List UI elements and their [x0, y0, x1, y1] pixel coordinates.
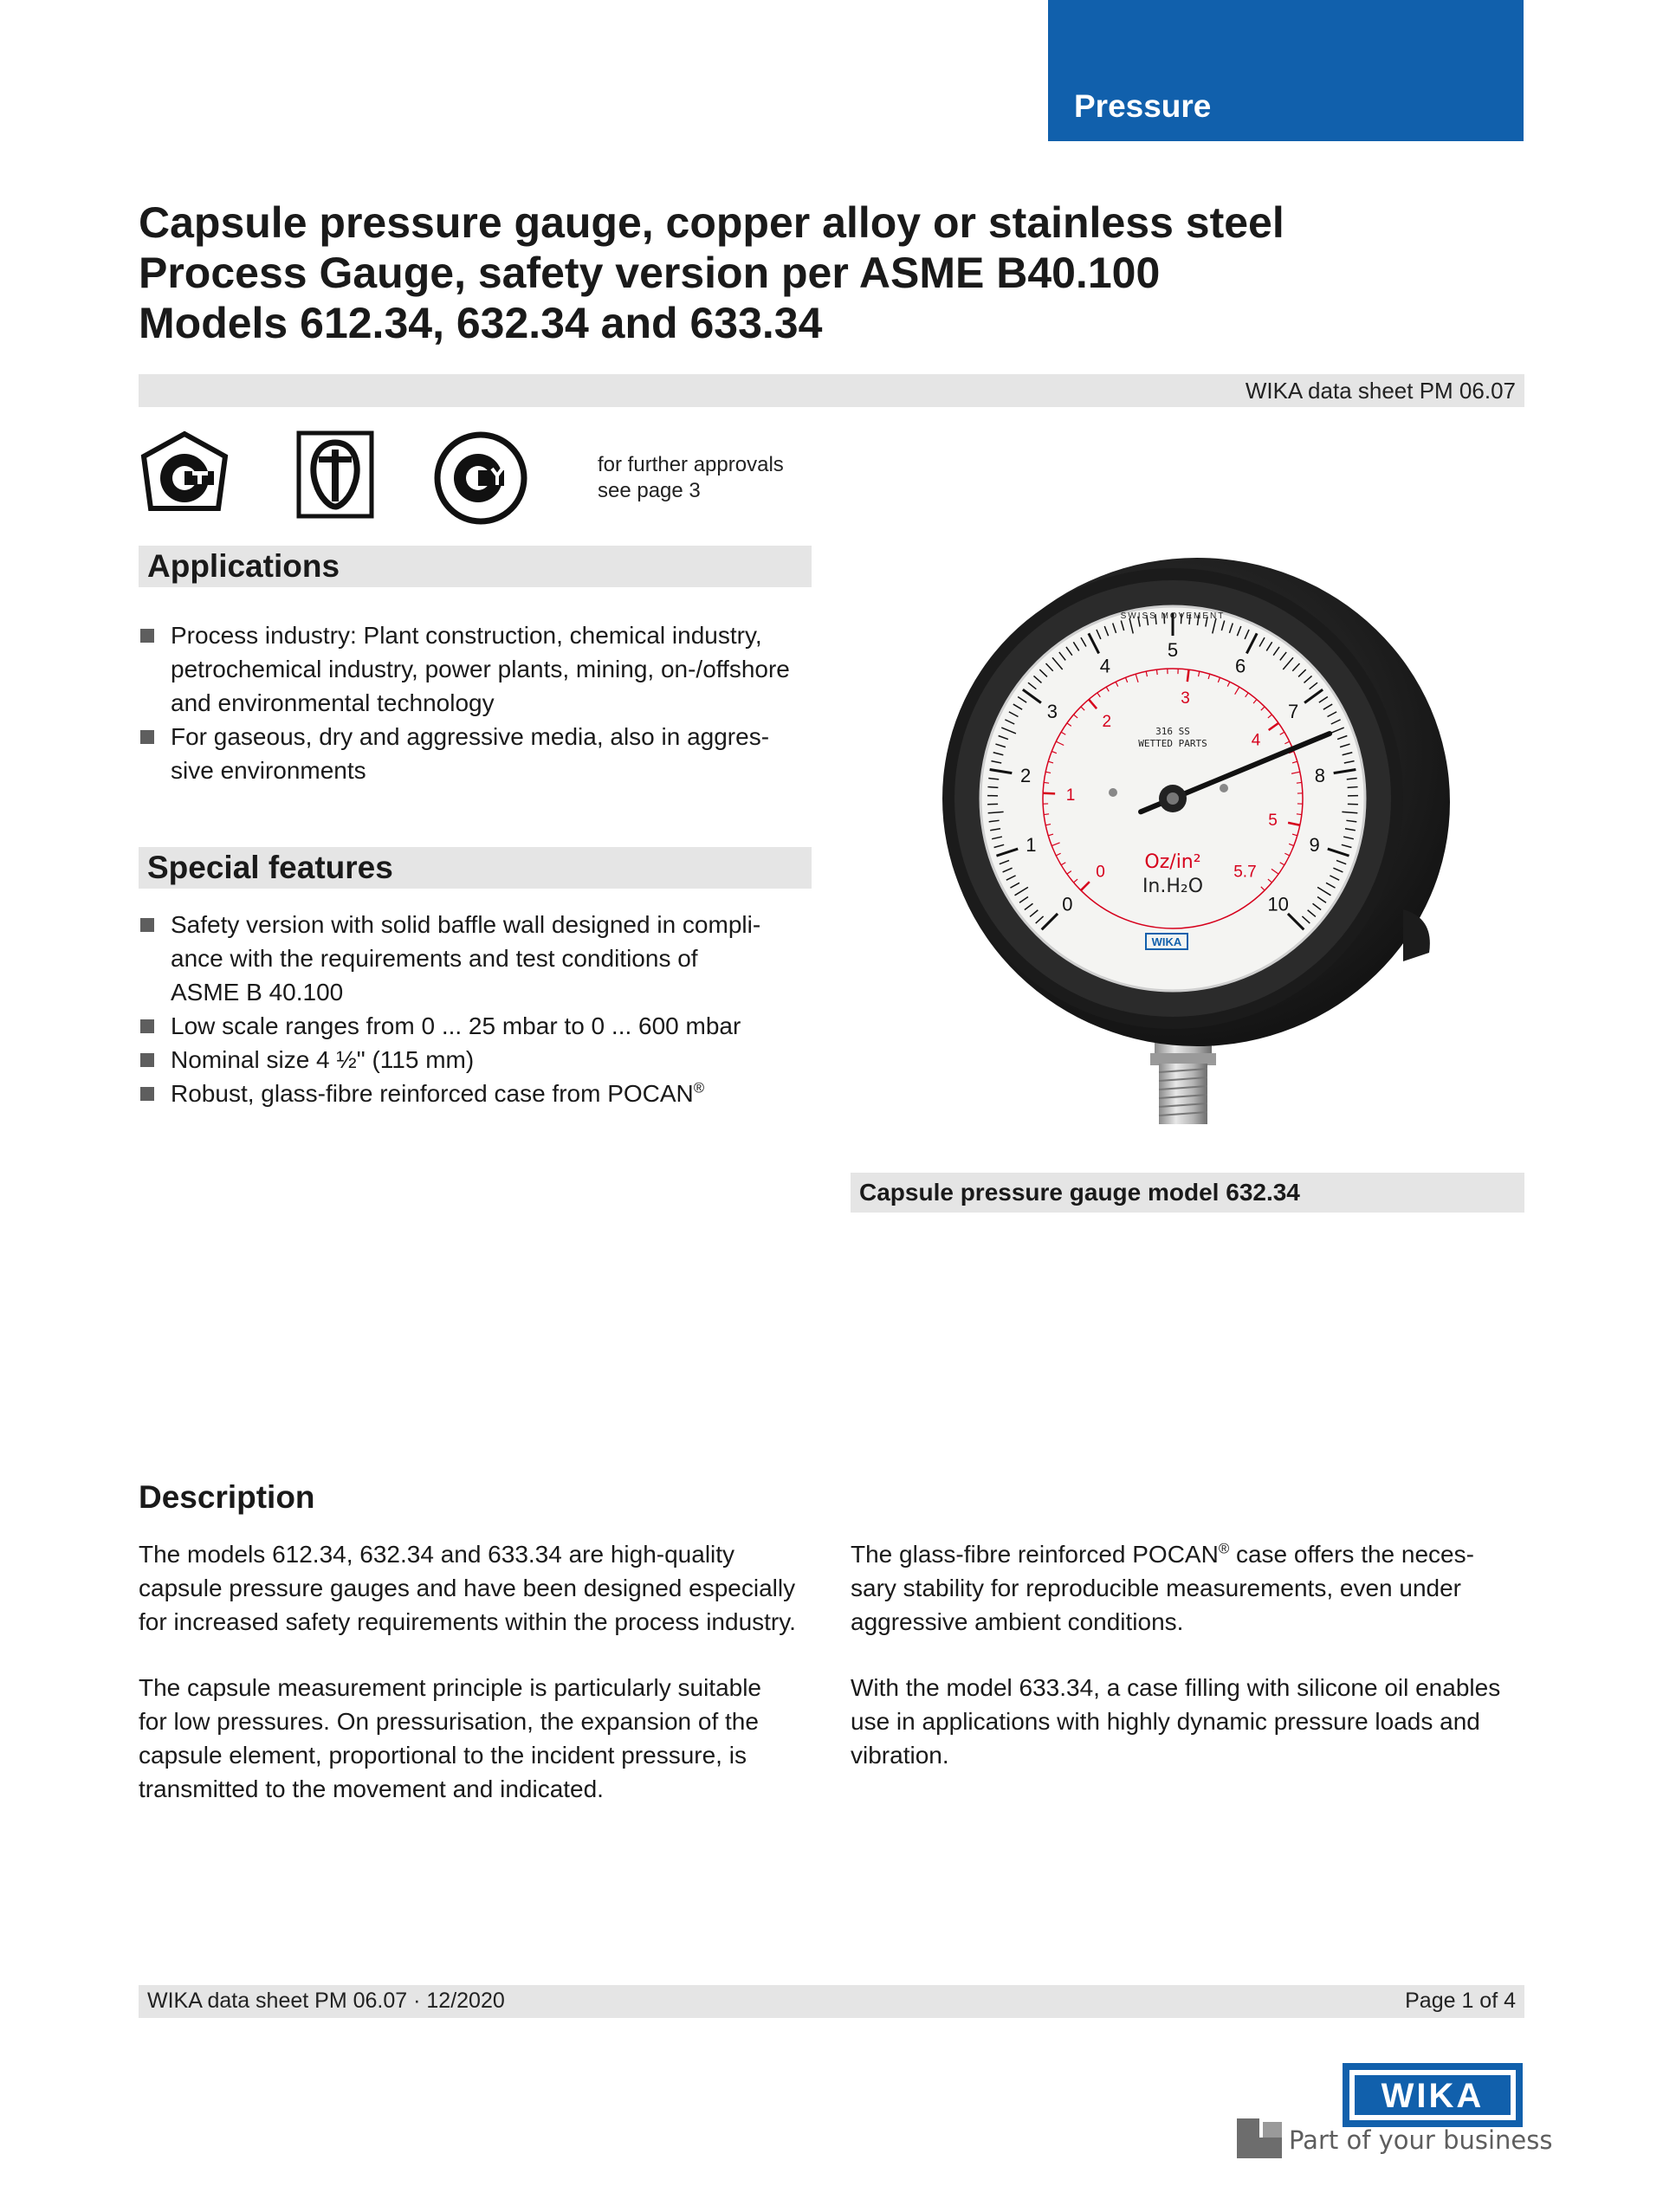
outer-scale-label: 7	[1288, 700, 1299, 722]
inner-scale-tick	[1297, 782, 1302, 783]
dial-movement-label: SWISS MOVEMENT	[1120, 611, 1226, 621]
paragraph-line: aggressive ambient conditions.	[851, 1608, 1184, 1635]
list-item-line: and environmental technology	[171, 689, 495, 716]
page-title	[139, 197, 1524, 348]
page-number: Page 1 of 4	[1405, 1989, 1516, 2013]
list-item-text: Robust, glass-fibre reinforced case from POCAN	[171, 1080, 694, 1107]
inner-scale-label: 0	[1096, 863, 1105, 882]
special-features-list	[139, 908, 823, 1110]
footer-bar	[139, 1985, 1524, 2018]
paragraph-text: The glass-fibre reinforced POCAN	[851, 1541, 1219, 1568]
description-heading: Description	[139, 1479, 315, 1515]
dial-screw	[1109, 788, 1117, 797]
outer-scale-label: 9	[1309, 834, 1320, 857]
paragraph-line: The capsule measurement principle is particularly suitable	[139, 1674, 762, 1701]
outer-scale-label: 3	[1046, 700, 1058, 722]
tagline-block-icon	[1237, 2118, 1282, 2158]
sheet-reference-bar	[139, 374, 1524, 407]
list-item-line: Process industry: Plant construction, chemical industry,	[171, 622, 762, 649]
outer-scale-label: 1	[1026, 834, 1037, 857]
paragraph-text: case offers the neces-	[1229, 1541, 1474, 1568]
outer-scale-label: 2	[1019, 765, 1032, 787]
list-item-line	[171, 1077, 823, 1110]
list-item	[139, 1043, 823, 1077]
outer-scale-label: 5	[1167, 639, 1179, 661]
paragraph-line: The models 612.34, 632.34 and 633.34 are high-quality	[139, 1541, 735, 1568]
paragraph-line: sary stability for reproducible measurements, even under	[851, 1575, 1462, 1601]
gauge-stem-collar	[1150, 1053, 1216, 1065]
outer-scale-label: 4	[1099, 655, 1111, 677]
list-item	[139, 908, 823, 1009]
brand-tagline	[1237, 2118, 1553, 2162]
paragraph-line: With the model 633.34, a case filling with silicone oil enables	[851, 1674, 1501, 1701]
outer-scale-tick	[987, 787, 998, 788]
category-label: Pressure	[1074, 88, 1212, 124]
gauge-case-lug	[1403, 909, 1430, 961]
gost-mark-icon	[433, 430, 528, 526]
sheet-reference: WIKA data sheet PM 06.07	[1245, 378, 1516, 404]
inner-scale-tick	[1044, 782, 1049, 783]
inner-scale-label: 1	[1065, 786, 1076, 805]
pointer-hub-cap	[1167, 792, 1179, 805]
outer-scale-label: 8	[1314, 765, 1326, 787]
outer-scale-label: 0	[1062, 893, 1073, 915]
dial-inner-unit: Oz/in²	[1144, 851, 1201, 873]
outer-scale-tick	[1348, 787, 1358, 788]
paragraph-line: capsule pressure gauges and have been designed especially	[139, 1575, 796, 1601]
paragraph-line: use in applications with highly dynamic pressure loads and	[851, 1708, 1480, 1735]
paragraph	[139, 1671, 832, 1806]
applications-heading-text: Applications	[147, 548, 340, 584]
dial-wetted-label: WETTED PARTS	[1138, 738, 1207, 749]
uzbekistan-certificate-icon	[296, 430, 374, 521]
approval-note	[598, 452, 784, 504]
paragraph-line: capsule element, proportional to the incident pressure, is	[139, 1742, 747, 1769]
registered-mark: ®	[693, 1079, 705, 1096]
inner-scale-label: 5.7	[1233, 863, 1257, 882]
outer-scale-label: 6	[1234, 655, 1246, 677]
title-line: Capsule pressure gauge, copper alloy or stainless steel	[139, 198, 1284, 247]
registered-mark: ®	[1218, 1540, 1230, 1557]
inner-scale-label: 4	[1251, 731, 1261, 750]
inner-scale-tick	[1156, 669, 1157, 675]
inner-scale-label: 2	[1102, 712, 1112, 731]
inner-scale-label: 3	[1181, 689, 1190, 708]
gost-r-mark-icon	[139, 430, 230, 521]
figure-caption: Capsule pressure gauge model 632.34	[859, 1179, 1300, 1206]
list-item-line: petrochemical industry, power plants, mining, on-/offshore	[171, 656, 790, 682]
dial-outer-unit: In.H₂O	[1142, 876, 1204, 897]
paragraph	[851, 1537, 1543, 1639]
title-line: Process Gauge, safety version per ASME B40.100	[139, 249, 1161, 297]
approval-note-line: for further approvals	[598, 453, 784, 476]
special-features-heading-text: Special features	[147, 850, 393, 885]
applications-heading	[139, 546, 812, 587]
category-tab	[1048, 0, 1524, 141]
figure-caption-bar	[851, 1173, 1524, 1213]
list-item	[139, 1009, 823, 1043]
list-item-line: Low scale ranges from 0 ... 25 mbar to 0 ... 600 mbar	[171, 1012, 741, 1039]
inner-scale-tick	[1043, 793, 1055, 794]
special-features-heading	[139, 847, 812, 889]
paragraph-line: for increased safety requirements within the process industry.	[139, 1608, 796, 1635]
list-item	[139, 618, 823, 720]
list-item-line: For gaseous, dry and aggressive media, also in aggres-	[171, 723, 770, 750]
dial-brand: WIKA	[1151, 935, 1182, 948]
paragraph-line: vibration.	[851, 1742, 949, 1769]
list-item-line: Nominal size 4 ½" (115 mm)	[171, 1046, 475, 1073]
wika-logo-text: WIKA	[1381, 2077, 1485, 2115]
inner-scale-tick	[1297, 814, 1302, 815]
approval-note-line: see page 3	[598, 479, 701, 502]
list-item	[139, 1077, 823, 1110]
outer-scale-label: 10	[1267, 893, 1289, 915]
list-item-line: sive environments	[171, 757, 366, 784]
paragraph-line	[851, 1537, 1543, 1571]
dial-material-label: 316 SS	[1155, 726, 1190, 737]
inner-scale-tick	[1187, 669, 1189, 682]
pressure-gauge-photo	[918, 546, 1455, 1161]
list-item-line: ance with the requirements and test conditions of	[171, 945, 698, 972]
list-item	[139, 720, 823, 787]
inner-scale-label: 5	[1268, 812, 1278, 831]
inner-scale-tick	[1044, 814, 1049, 815]
list-item-line: ASME B 40.100	[171, 979, 344, 1006]
title-line: Models 612.34, 632.34 and 633.34	[139, 299, 823, 347]
paragraph	[851, 1671, 1543, 1772]
paragraph-line: transmitted to the movement and indicated.	[139, 1775, 604, 1802]
list-item-line: Safety version with solid baffle wall designed in compli-	[171, 911, 761, 938]
paragraph	[139, 1537, 832, 1639]
applications-list	[139, 618, 823, 787]
tagline-text: Part of your business	[1289, 2125, 1553, 2155]
description-left-column	[139, 1537, 832, 1806]
description-right-column	[851, 1537, 1543, 1772]
paragraph-line: for low pressures. On pressurisation, the expansion of the	[139, 1708, 759, 1735]
dial-screw	[1220, 784, 1228, 792]
gauge-stem-thread	[1159, 1064, 1207, 1124]
footer-sheet-reference: WIKA data sheet PM 06.07 · 12/2020	[147, 1989, 505, 2013]
